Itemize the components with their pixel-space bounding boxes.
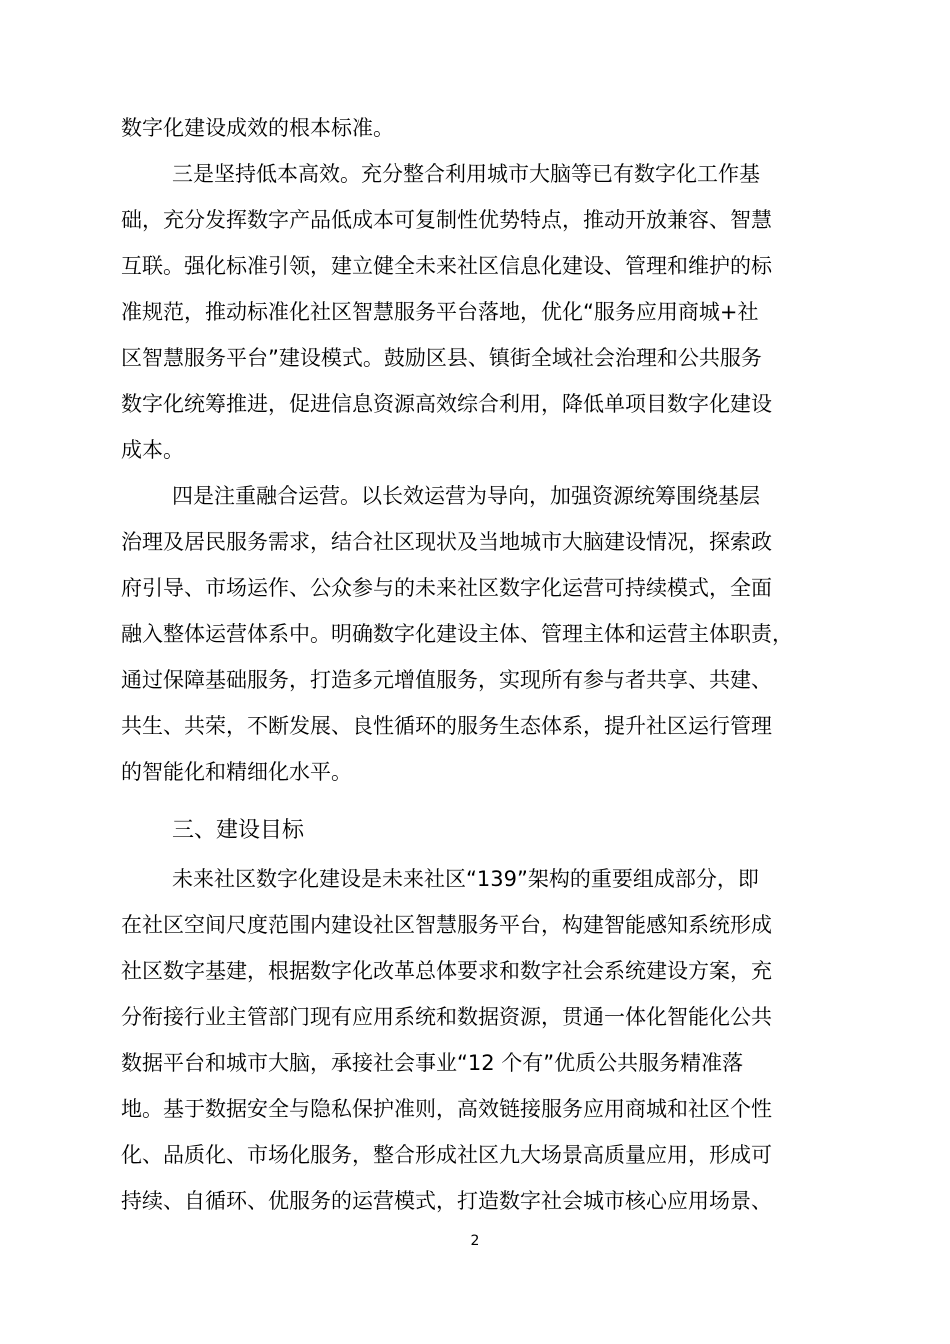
paragraph-line: 化、品质化、市场化服务，整合形成社区九大场景高质量应用，形成可 — [121, 1143, 772, 1167]
paragraph-line: 在社区空间尺度范围内建设社区智慧服务平台，构建智能感知系统形成 — [121, 913, 772, 937]
paragraph-line: 四是注重融合运营。以长效运营为导向，加强资源统筹围绕基层 — [172, 484, 760, 508]
paragraph-line: 互联。强化标准引领，建立健全未来社区信息化建设、管理和维护的标 — [121, 254, 772, 278]
paragraph-line: 通过保障基础服务，打造多元增值服务，实现所有参与者共享、共建、 — [121, 668, 772, 692]
paragraph-line: 社区数字基建，根据数字化改革总体要求和数字社会系统建设方案，充 — [121, 959, 772, 983]
paragraph-line: 分衔接行业主管部门现有应用系统和数据资源，贯通一体化智能化公共 — [121, 1005, 772, 1029]
paragraph-line: 区智慧服务平台”建设模式。鼓励区县、镇街全域社会治理和公共服务 — [121, 346, 762, 370]
paragraph-line: 未来社区数字化建设是未来社区“139”架构的重要组成部分，即 — [172, 867, 759, 891]
paragraph-line: 准规范，推动标准化社区智慧服务平台落地，优化“服务应用商城+社 — [121, 300, 759, 324]
paragraph-line: 数字化统筹推进，促进信息资源高效综合利用，降低单项目数字化建设 — [121, 392, 772, 416]
paragraph-line: 三是坚持低本高效。充分整合利用城市大脑等已有数字化工作基 — [172, 162, 760, 186]
paragraph-line: 的智能化和精细化水平。 — [121, 760, 352, 784]
paragraph-line: 数字化建设成效的根本标准。 — [121, 116, 394, 140]
paragraph-line: 府引导、市场运作、公众参与的未来社区数字化运营可持续模式，全面 — [121, 576, 772, 600]
paragraph-line: 础，充分发挥数字产品低成本可复制性优势特点，推动开放兼容、智慧 — [121, 208, 772, 232]
paragraph-line: 地。基于数据安全与隐私保护准则，高效链接服务应用商城和社区个性 — [121, 1097, 772, 1121]
paragraph-line: 持续、自循环、优服务的运营模式，打造数字社会城市核心应用场景、 — [121, 1189, 772, 1213]
paragraph-line: 治理及居民服务需求，结合社区现状及当地城市大脑建设情况，探索政 — [121, 530, 772, 554]
paragraph-line: 融入整体运营体系中。明确数字化建设主体、管理主体和运营主体职责， — [121, 622, 793, 646]
paragraph-line: 数据平台和城市大脑，承接社会事业“12 个有”优质公共服务精准落 — [121, 1051, 744, 1075]
page-number: 2 — [470, 1233, 480, 1249]
paragraph-line: 成本。 — [121, 438, 184, 462]
section-heading: 三、建设目标 — [172, 818, 305, 843]
paragraph-line: 共生、共荣，不断发展、良性循环的服务生态体系，提升社区运行管理 — [121, 714, 772, 738]
